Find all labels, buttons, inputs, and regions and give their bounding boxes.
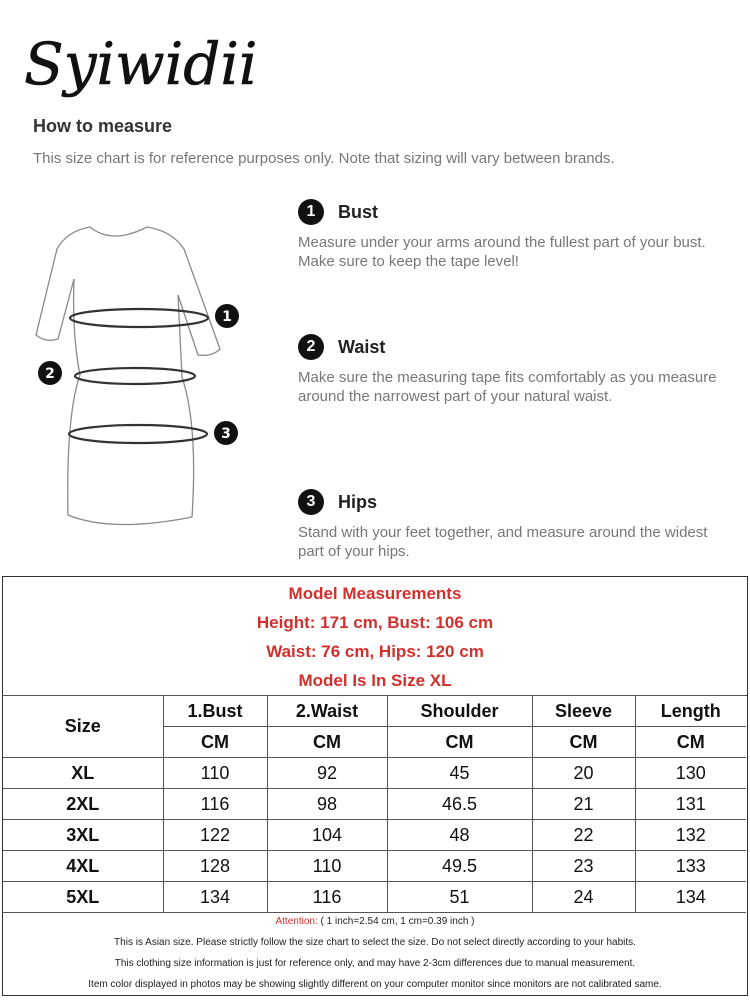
step-title: Waist: [338, 336, 386, 357]
table-cell: 45: [387, 758, 532, 789]
size-cell: 4XL: [3, 851, 163, 882]
column-header: 2.Waist: [267, 696, 387, 727]
table-cell: 133: [635, 851, 746, 882]
step-waist: [298, 334, 728, 406]
table-cell: 116: [163, 789, 267, 820]
unit-cell: CM: [267, 727, 387, 758]
table-cell: 51: [387, 882, 532, 913]
model-height-bust: Height: 171 cm, Bust: 106 cm: [256, 613, 494, 632]
step-description: Make sure the measuring tape fits comfortably as you measure around the narrowest part of your natural waist.: [298, 369, 717, 405]
size-table: [3, 695, 746, 913]
table-row: [3, 758, 746, 789]
table-cell: 21: [532, 789, 635, 820]
model-measurements: [3, 577, 747, 696]
table-cell: 122: [163, 820, 267, 851]
step-number-badge: 3: [298, 489, 324, 515]
column-header: Shoulder: [387, 696, 532, 727]
step-bust: [298, 199, 728, 271]
note-line: This clothing size information is just for reference only, and may have 2-3cm differences due to manual measurement.: [114, 958, 636, 969]
step-number-badge: 2: [298, 334, 324, 360]
waist-tape-line: [75, 368, 195, 384]
note-line: Item color displayed in photos may be showing slightly different on your computer monitor since monitors are not calibrated same.: [88, 979, 662, 990]
bust-tape-line: [70, 309, 208, 327]
table-cell: 92: [267, 758, 387, 789]
unit-cell: CM: [163, 727, 267, 758]
table-cell: 20: [532, 758, 635, 789]
hips-marker: [214, 421, 238, 445]
table-cell: 134: [163, 882, 267, 913]
model-waist-hips: Waist: 76 cm, Hips: 120 cm: [266, 642, 484, 661]
table-cell: 22: [532, 820, 635, 851]
step-hips: [298, 489, 728, 561]
step-number-badge: 1: [298, 199, 324, 225]
step-description: Measure under your arms around the fullest part of your bust. Make sure to keep the tape level!: [298, 234, 706, 270]
model-measurements-title: Model Measurements: [288, 584, 462, 603]
column-header: 1.Bust: [163, 696, 267, 727]
table-row: [3, 882, 746, 913]
hips-tape-line: [69, 425, 207, 443]
table-cell: 132: [635, 820, 746, 851]
unit-cell: CM: [635, 727, 746, 758]
model-size: Model Is In Size XL: [298, 671, 452, 690]
table-cell: 128: [163, 851, 267, 882]
table-cell: 23: [532, 851, 635, 882]
step-title: Bust: [338, 201, 378, 222]
table-cell: 130: [635, 758, 746, 789]
column-header: Length: [635, 696, 746, 727]
attention-line: [3, 911, 747, 932]
table-cell: 49.5: [387, 851, 532, 882]
svg-text:2: 2: [45, 366, 55, 382]
step-description: Stand with your feet together, and measure around the widest part of your hips.: [298, 524, 708, 560]
size-notes: [3, 911, 747, 995]
svg-text:1: 1: [222, 309, 232, 325]
howto-title: How to measure: [33, 116, 173, 136]
brand-logo-text: Syiwidii: [24, 30, 258, 98]
table-cell: 98: [267, 789, 387, 820]
brand-logo: [22, 14, 258, 104]
size-column-header: Size: [3, 696, 163, 758]
note-line: This is Asian size. Please strictly follow the size chart to select the size. Do not select directly according to your habits.: [114, 937, 636, 948]
table-header-row: [3, 696, 746, 727]
size-chart: [2, 576, 748, 996]
howto-subtitle: This size chart is for reference purposes only. Note that sizing will vary between brands.: [33, 150, 615, 167]
size-cell: 3XL: [3, 820, 163, 851]
table-row: [3, 820, 746, 851]
bust-marker: [215, 304, 239, 328]
table-cell: 131: [635, 789, 746, 820]
attention-label: Attention:: [275, 916, 318, 927]
table-row: [3, 851, 746, 882]
table-cell: 116: [267, 882, 387, 913]
svg-text:3: 3: [221, 426, 231, 442]
table-cell: 46.5: [387, 789, 532, 820]
table-cell: 48: [387, 820, 532, 851]
table-cell: 24: [532, 882, 635, 913]
table-row: [3, 789, 746, 820]
size-cell: XL: [3, 758, 163, 789]
unit-cell: CM: [532, 727, 635, 758]
table-cell: 110: [267, 851, 387, 882]
step-title: Hips: [338, 491, 378, 512]
size-cell: 2XL: [3, 789, 163, 820]
table-cell: 104: [267, 820, 387, 851]
table-cell: 110: [163, 758, 267, 789]
attention-text: ( 1 inch=2.54 cm, 1 cm=0.39 inch ): [320, 916, 475, 927]
waist-marker: [38, 361, 62, 385]
column-header: Sleeve: [532, 696, 635, 727]
unit-cell: CM: [387, 727, 532, 758]
dress-figure-illustration: [22, 215, 252, 535]
size-cell: 5XL: [3, 882, 163, 913]
table-cell: 134: [635, 882, 746, 913]
